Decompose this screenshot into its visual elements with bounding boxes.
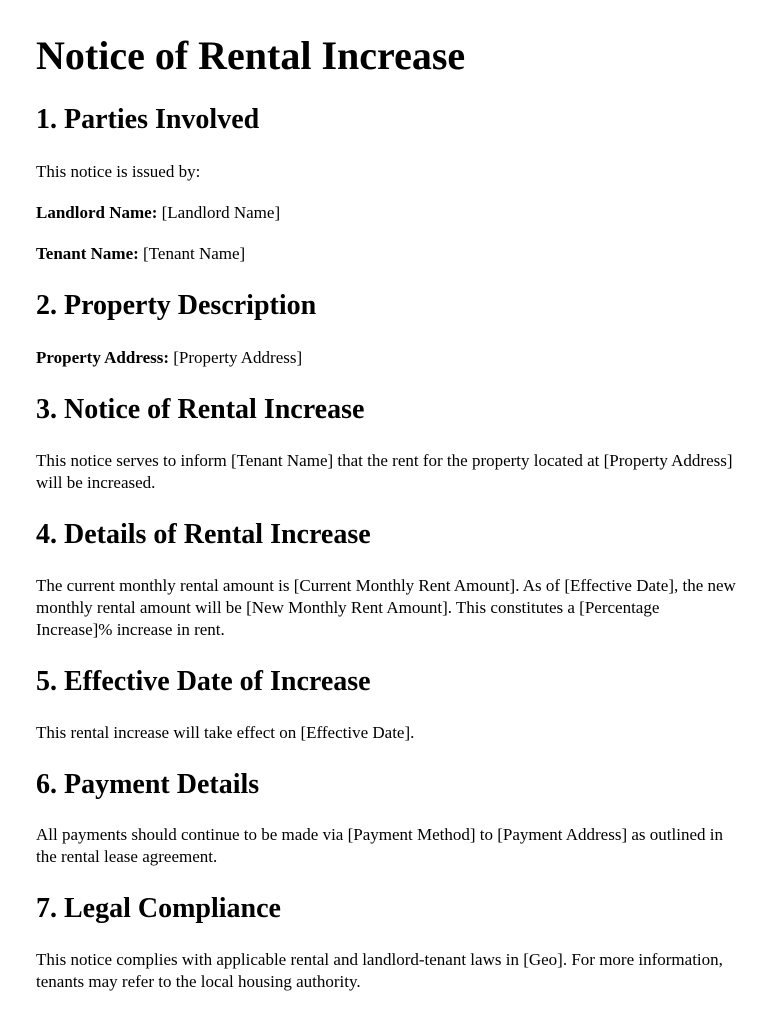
property-address-value: [Property Address] [169,348,303,367]
tenant-name-value: [Tenant Name] [138,244,246,263]
tenant-name-label: Tenant Name: [36,244,139,263]
legal-body-text: This notice complies with applicable rental and landlord-tenant laws in [Geo]. For more information, tenants may refer to the local housing authority. [36,950,723,991]
section-heading-property: 2. Property Description [36,290,317,321]
landlord-name-line [36,202,736,224]
effective-date-body-text: This rental increase will take effect on [Effective Date]. [36,723,415,742]
parties-intro-text: This notice is issued by: [36,162,201,181]
landlord-name-value: [Landlord Name] [157,203,281,222]
section-heading-details: 4. Details of Rental Increase [36,519,371,550]
details-body-text: The current monthly rental amount is [Current Monthly Rent Amount]. As of [Effective Date], the new monthly rental amount will be [New Monthly Rent Amount]. This constitutes a [Percentage Increase]% increase in rent. [36,576,736,639]
property-address-line [36,347,736,369]
tenant-name-line [36,243,736,265]
property-address-label: Property Address: [36,348,170,367]
landlord-name-label: Landlord Name: [36,203,158,222]
section-heading-parties: 1. Parties Involved [36,104,260,135]
section-heading-payment: 6. Payment Details [36,769,260,800]
section-heading-notice: 3. Notice of Rental Increase [36,394,365,425]
notice-body-text: This notice serves to inform [Tenant Name] that the rent for the property located at [Property Address] will be increased. [36,451,733,492]
payment-body-text: All payments should continue to be made via [Payment Method] to [Payment Address] as outlined in the rental lease agreement. [36,825,723,866]
section-heading-effective-date: 5. Effective Date of Increase [36,666,371,697]
section-heading-legal: 7. Legal Compliance [36,893,281,924]
document-title: Notice of Rental Increase [36,33,466,78]
